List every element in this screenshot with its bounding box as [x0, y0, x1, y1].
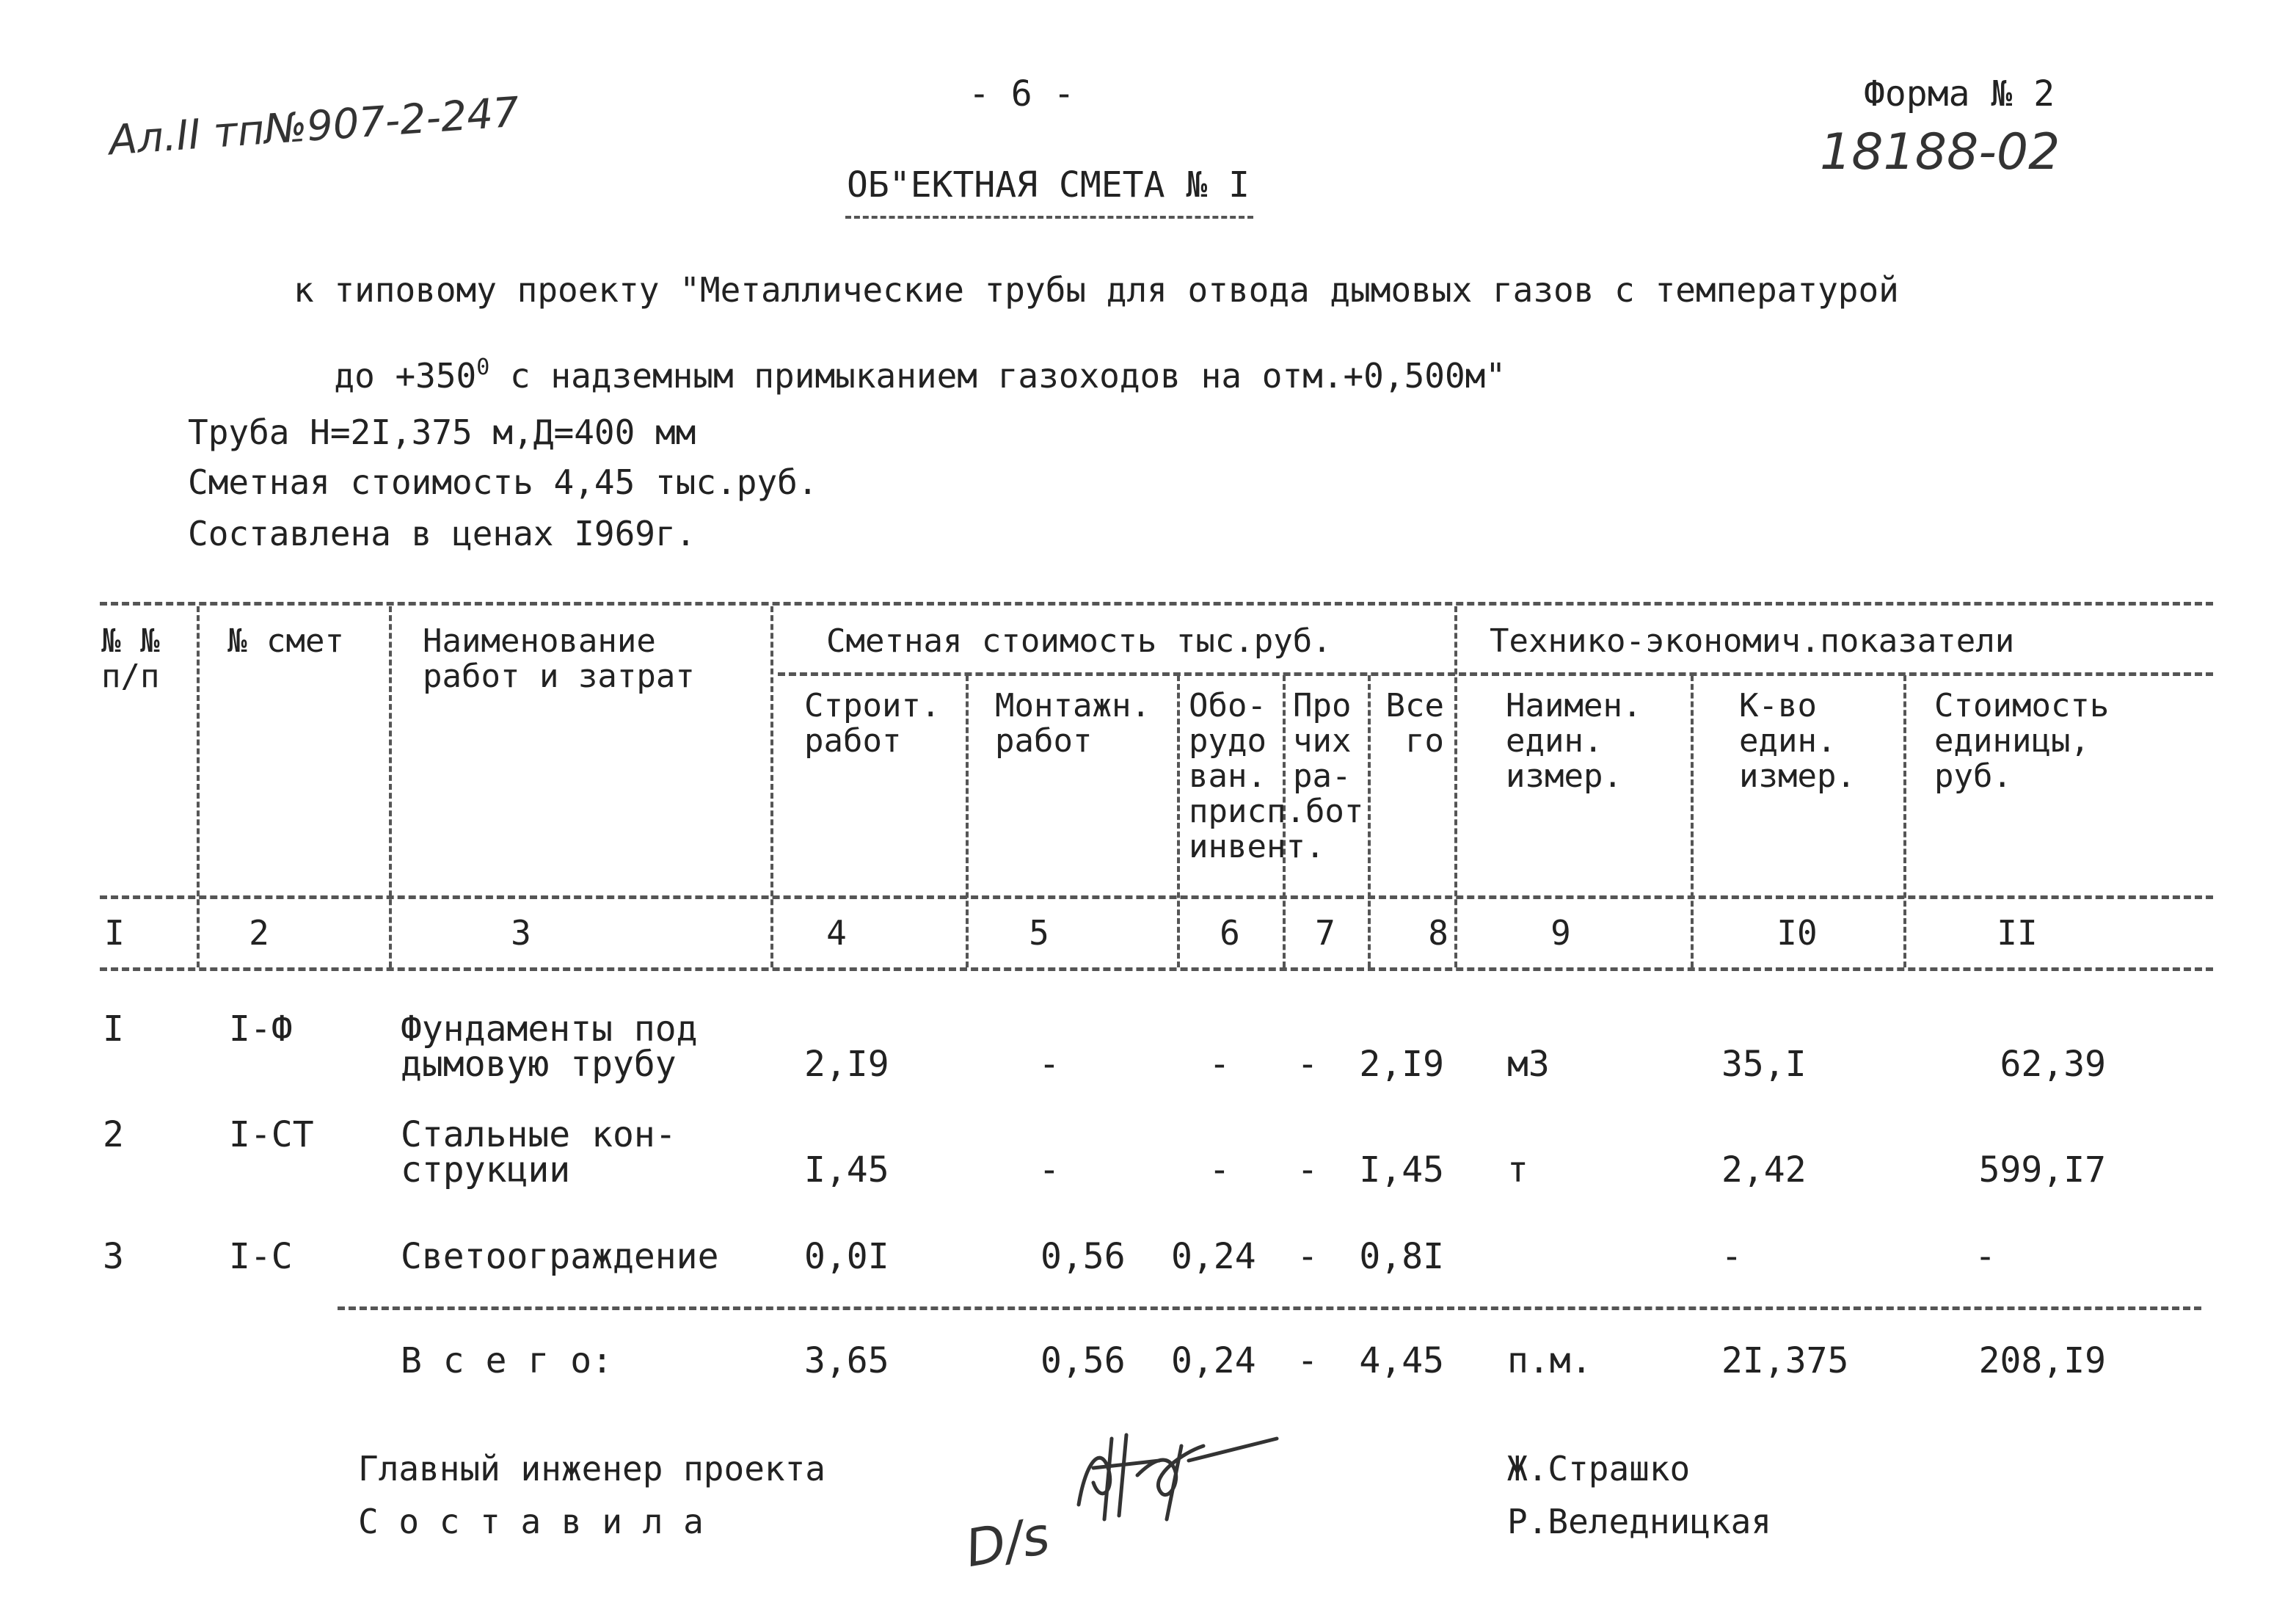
- unit-quantity: 2,42: [1721, 1149, 1807, 1191]
- total-construction: 3,65: [804, 1340, 889, 1381]
- construction-cost: 0,0I: [804, 1236, 889, 1277]
- row-number: 3: [103, 1236, 124, 1277]
- row-number: I: [103, 1008, 124, 1050]
- column-number: I0: [1776, 913, 1818, 953]
- page-number: - 6 -: [969, 73, 1075, 114]
- header-other: Про чих ра-: [1293, 687, 1352, 795]
- unit-cost: 62,39: [2000, 1044, 2106, 1085]
- equipment-cost: -: [1209, 1149, 1231, 1191]
- column-number: I: [104, 913, 125, 953]
- col-sep-8: [1454, 606, 1457, 967]
- unit-cost: 599,I7: [1978, 1149, 2106, 1191]
- installation-cost: -: [1038, 1149, 1060, 1191]
- estimate-number: I-Ф: [229, 1008, 293, 1050]
- total-installation: 0,56: [1041, 1340, 1126, 1381]
- total-cost: I,45: [1359, 1149, 1444, 1191]
- column-number: 7: [1315, 913, 1335, 953]
- form-label: Форма № 2: [1864, 73, 2055, 114]
- header-bottom-rule: [100, 895, 2213, 899]
- unit-quantity: 35,I: [1721, 1044, 1807, 1085]
- unit-name: м3: [1507, 1044, 1550, 1085]
- header-unit-name: Наимен. един. измер.: [1506, 687, 1642, 795]
- column-number: 6: [1220, 913, 1240, 953]
- header-construction: Строит. работ: [804, 687, 941, 760]
- total-label: В с е г о:: [401, 1340, 613, 1381]
- total-top-rule: [338, 1306, 2201, 1310]
- header-group-cost: Сметная стоимость тыс.руб.: [826, 622, 1332, 660]
- estimated-cost: Сметная стоимость 4,45 тыс.руб.: [188, 462, 818, 502]
- total-cost: 0,8I: [1359, 1236, 1444, 1277]
- numbers-bottom-rule: [100, 967, 2213, 971]
- total-unit-quantity: 2I,375: [1721, 1340, 1849, 1381]
- chief-engineer-label: Главный инженер проекта: [358, 1449, 826, 1488]
- header-equipment-other-tail: присп.бот инвент.: [1189, 793, 1364, 865]
- corner-note: Ал.II тп№907-2-247: [107, 88, 521, 165]
- subject-line-2-end: с надземным примыканием газоходов на отм.+0,500м": [489, 356, 1506, 396]
- other-cost: -: [1297, 1149, 1319, 1191]
- other-cost: -: [1297, 1044, 1319, 1085]
- col-sep-2: [389, 606, 392, 967]
- column-number: 3: [511, 913, 531, 953]
- column-number: 5: [1029, 913, 1049, 953]
- row-number: 2: [103, 1114, 124, 1155]
- construction-cost: 2,I9: [804, 1044, 889, 1085]
- total-equipment: 0,24: [1171, 1340, 1256, 1381]
- subheader-rule: [778, 672, 2213, 676]
- header-unit-quantity: К-во един. измер.: [1739, 687, 1856, 795]
- unit-quantity: -: [1721, 1236, 1743, 1277]
- chief-engineer-name: Ж.Страшко: [1507, 1449, 1691, 1488]
- handwritten-signature: [1057, 1417, 1291, 1541]
- signature-initials: D/s: [961, 1505, 1054, 1580]
- work-name: Стальные кон- струкции: [401, 1114, 677, 1191]
- total-other: -: [1297, 1340, 1319, 1381]
- work-name: Светоограждение: [401, 1236, 719, 1277]
- subject-line-2: [294, 323, 1506, 396]
- header-equipment: Обо- рудо ван.: [1189, 687, 1267, 795]
- subject-line-1: к типовому проекту "Металлические трубы для отвода дымовых газов с температурой: [294, 270, 1899, 310]
- title-underline: [845, 216, 1253, 219]
- construction-cost: I,45: [804, 1149, 889, 1191]
- degree-superscript: 0: [476, 355, 490, 380]
- column-number: II: [1997, 913, 2038, 953]
- equipment-cost: -: [1209, 1044, 1231, 1085]
- column-number: 8: [1428, 913, 1448, 953]
- estimate-number: I-С: [229, 1236, 293, 1277]
- estimate-number: I-СТ: [229, 1114, 314, 1155]
- column-number: 4: [826, 913, 847, 953]
- compiler-name: Р.Веледницкая: [1507, 1502, 1772, 1541]
- other-cost: -: [1297, 1236, 1319, 1277]
- column-number: 9: [1550, 913, 1571, 953]
- document-title: ОБ"ЕКТНАЯ СМЕТА № I: [847, 164, 1250, 206]
- price-basis: Составлена в ценах I969г.: [188, 514, 696, 553]
- installation-cost: -: [1038, 1044, 1060, 1085]
- unit-name: т: [1507, 1149, 1528, 1191]
- equipment-cost: 0,24: [1171, 1236, 1256, 1277]
- col-sep-1: [197, 606, 200, 967]
- col-sep-3: [770, 606, 773, 967]
- header-estimate-number: № смет: [227, 622, 344, 660]
- table-top-rule: [100, 602, 2213, 606]
- unit-cost: -: [1975, 1236, 1996, 1277]
- column-number: 2: [249, 913, 269, 953]
- total-unit-cost: 208,I9: [1978, 1340, 2106, 1381]
- header-installation: Монтажн. работ: [995, 687, 1151, 760]
- total-cost: 2,I9: [1359, 1044, 1444, 1085]
- installation-cost: 0,56: [1041, 1236, 1126, 1277]
- form-number: 18188-02: [1820, 123, 2060, 181]
- header-total: Все го: [1385, 687, 1444, 760]
- header-row-number: № № п/п: [101, 622, 160, 695]
- total-all: 4,45: [1359, 1340, 1444, 1381]
- work-name: Фундаменты под дымовую трубу: [401, 1008, 698, 1085]
- pipe-spec: Труба Н=2I,375 м,Д=400 мм: [188, 412, 696, 452]
- header-group-tech: Технико-экономич.показатели: [1490, 622, 2015, 660]
- compiler-label: С о с т а в и л а: [358, 1502, 704, 1541]
- total-unit-name: п.м.: [1507, 1340, 1592, 1381]
- header-work-name: Наименование работ и затрат: [423, 622, 695, 695]
- subject-line-2-start: до +350: [334, 356, 477, 396]
- header-unit-cost: Стоимость единицы, руб.: [1934, 687, 2110, 795]
